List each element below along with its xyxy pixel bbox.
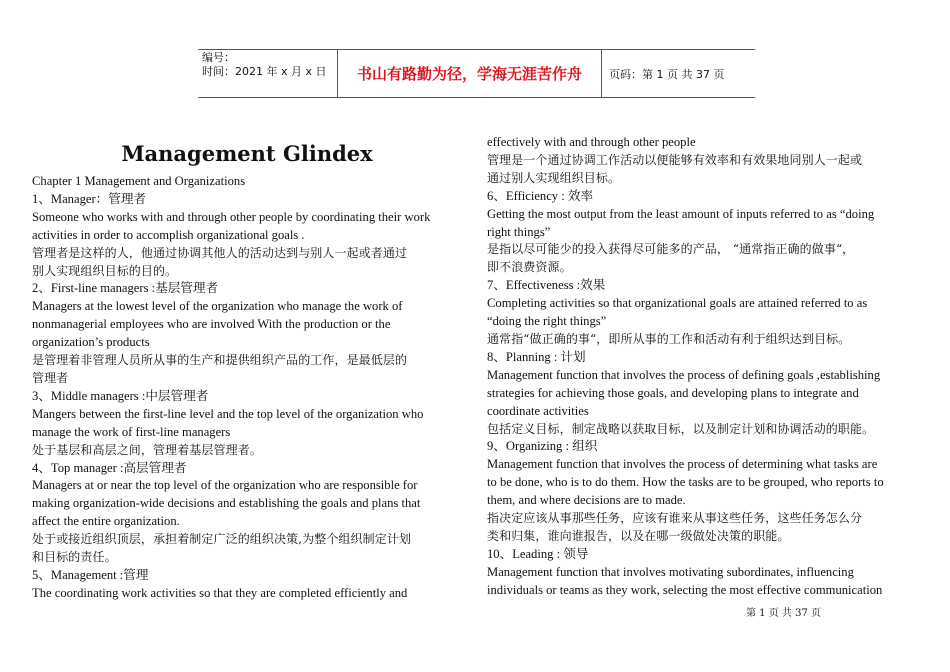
text-line: right things” <box>487 224 551 239</box>
text-line: them, and where decisions are to made. <box>487 493 686 508</box>
text-line: 5、Management :管理 <box>32 567 149 582</box>
text-line: 通过别人实现组织目标。 <box>487 170 621 185</box>
text-line: manage the work of first-line managers <box>32 424 231 439</box>
text-line: 处于或接近组织顶层，承担着制定广泛的组织决策,为整个组织制定计划 <box>32 532 412 547</box>
text-line: strategies for achieving those goals, and developing plans to integrate and <box>487 385 859 400</box>
text-line: 7、Effectiveness :效果 <box>487 278 606 293</box>
text-line: 和目标的责任。 <box>32 550 117 565</box>
text-line: 9、Organizing : 组织 <box>487 439 598 454</box>
text-line: Mangers between the first-line level and the top level of the organization who <box>32 406 424 421</box>
text-line: individuals or teams as they work, selecting the most effective communication <box>487 582 883 597</box>
header-page-info: 页码：第 1 页 共 37 页 <box>609 67 725 81</box>
text-line: The coordinating work activities so that they are completed efficiently and <box>32 585 408 600</box>
text-line: “doing the right things” <box>487 314 607 329</box>
text-line: Management function that involves motivating subordinates, influencing <box>487 564 854 579</box>
text-line: Management function that involves the process of determining what tasks are <box>487 457 878 472</box>
page-footer: 第 1 页 共 37 页 <box>746 608 821 619</box>
text-line: affect the entire organization. <box>32 514 180 529</box>
text-line: 1、Manager：管理者 <box>32 191 147 206</box>
text-line: Managers at the lowest level of the organization who manage the work of <box>32 299 403 314</box>
text-line: 4、Top manager :高层管理者 <box>32 460 187 475</box>
text-line: making organization-wide decisions and establishing the goals and plans that <box>32 496 421 511</box>
time-label: 时间：2021 年 x 月 x 日 <box>202 65 327 78</box>
text-line: 管理者是这样的人，他通过协调其他人的活动达到与别人一起或者通过 <box>32 245 408 260</box>
text-line: 通常指“做正确的事“，即所从事的工作和活动有利于组织达到目标。 <box>487 331 851 346</box>
text-line: Someone who works with and through other people by coordinating their work <box>32 209 431 224</box>
text-line: Getting the most output from the least amount of inputs referred to as “doing <box>487 206 875 221</box>
text-line: effectively with and through other people <box>487 135 696 149</box>
text-line: to be done, who is to do them. How the tasks are to be grouped, who reports to <box>487 475 884 490</box>
text-line: 即不浪费资源。 <box>487 260 572 275</box>
header-table <box>198 49 755 98</box>
text-line: 管理是一个通过协调工作活动以便能够有效率和有效果地同别人一起或 <box>487 152 863 167</box>
text-line: Chapter 1 Management and Organizations <box>32 174 246 188</box>
header-meta-cell <box>198 50 338 97</box>
text-line: Completing activities so that organizational goals are attained referred to as <box>487 296 868 311</box>
text-line: 2、First-line managers :基层管理者 <box>32 281 219 296</box>
text-line: 管理者 <box>32 370 69 385</box>
text-line: 包括定义目标，制定战略以获取目标，以及制定计划和协调活动的职能。 <box>487 421 875 436</box>
left-column <box>32 173 464 603</box>
text-line: 别人实现组织目标的目的。 <box>32 263 178 278</box>
header-motto: 书山有路勤为径，学海无涯苦作舟 <box>338 50 602 97</box>
text-line: coordinate activities <box>487 403 589 418</box>
text-line: activities in order to accomplish organizational goals . <box>32 227 305 242</box>
text-line: Management function that involves the process of defining goals ,establishing <box>487 367 881 382</box>
number-label: 编号： <box>202 51 235 64</box>
document-title: Management Glindex <box>121 141 373 166</box>
text-line: 10、Leading : 领导 <box>487 546 589 561</box>
text-line: 6、Efficiency : 效率 <box>487 188 594 203</box>
text-line: nonmanagerial employees who are involved With the production or the <box>32 317 391 332</box>
text-line: 是指以尽可能少的投入获得尽可能多的产品， “通常指正确的做事“， <box>487 242 855 257</box>
text-line: organization’s products <box>32 335 150 350</box>
text-line: 3、Middle managers :中层管理者 <box>32 388 209 403</box>
text-line: 处于基层和高层之间，管理着基层管理者。 <box>32 442 262 457</box>
text-line: 指决定应该从事那些任务，应该有谁来从事这些任务，这些任务怎么分 <box>487 511 863 526</box>
text-line: 是管理着非管理人员所从事的生产和提供组织产品的工作，是最低层的 <box>32 353 408 368</box>
right-column <box>487 134 915 600</box>
text-line: 类和归集，谁向谁报告，以及在哪一级做处决策的职能。 <box>487 528 790 543</box>
text-line: 8、Planning : 计划 <box>487 349 586 364</box>
text-line: Managers at or near the top level of the organization who are responsible for <box>32 478 418 493</box>
